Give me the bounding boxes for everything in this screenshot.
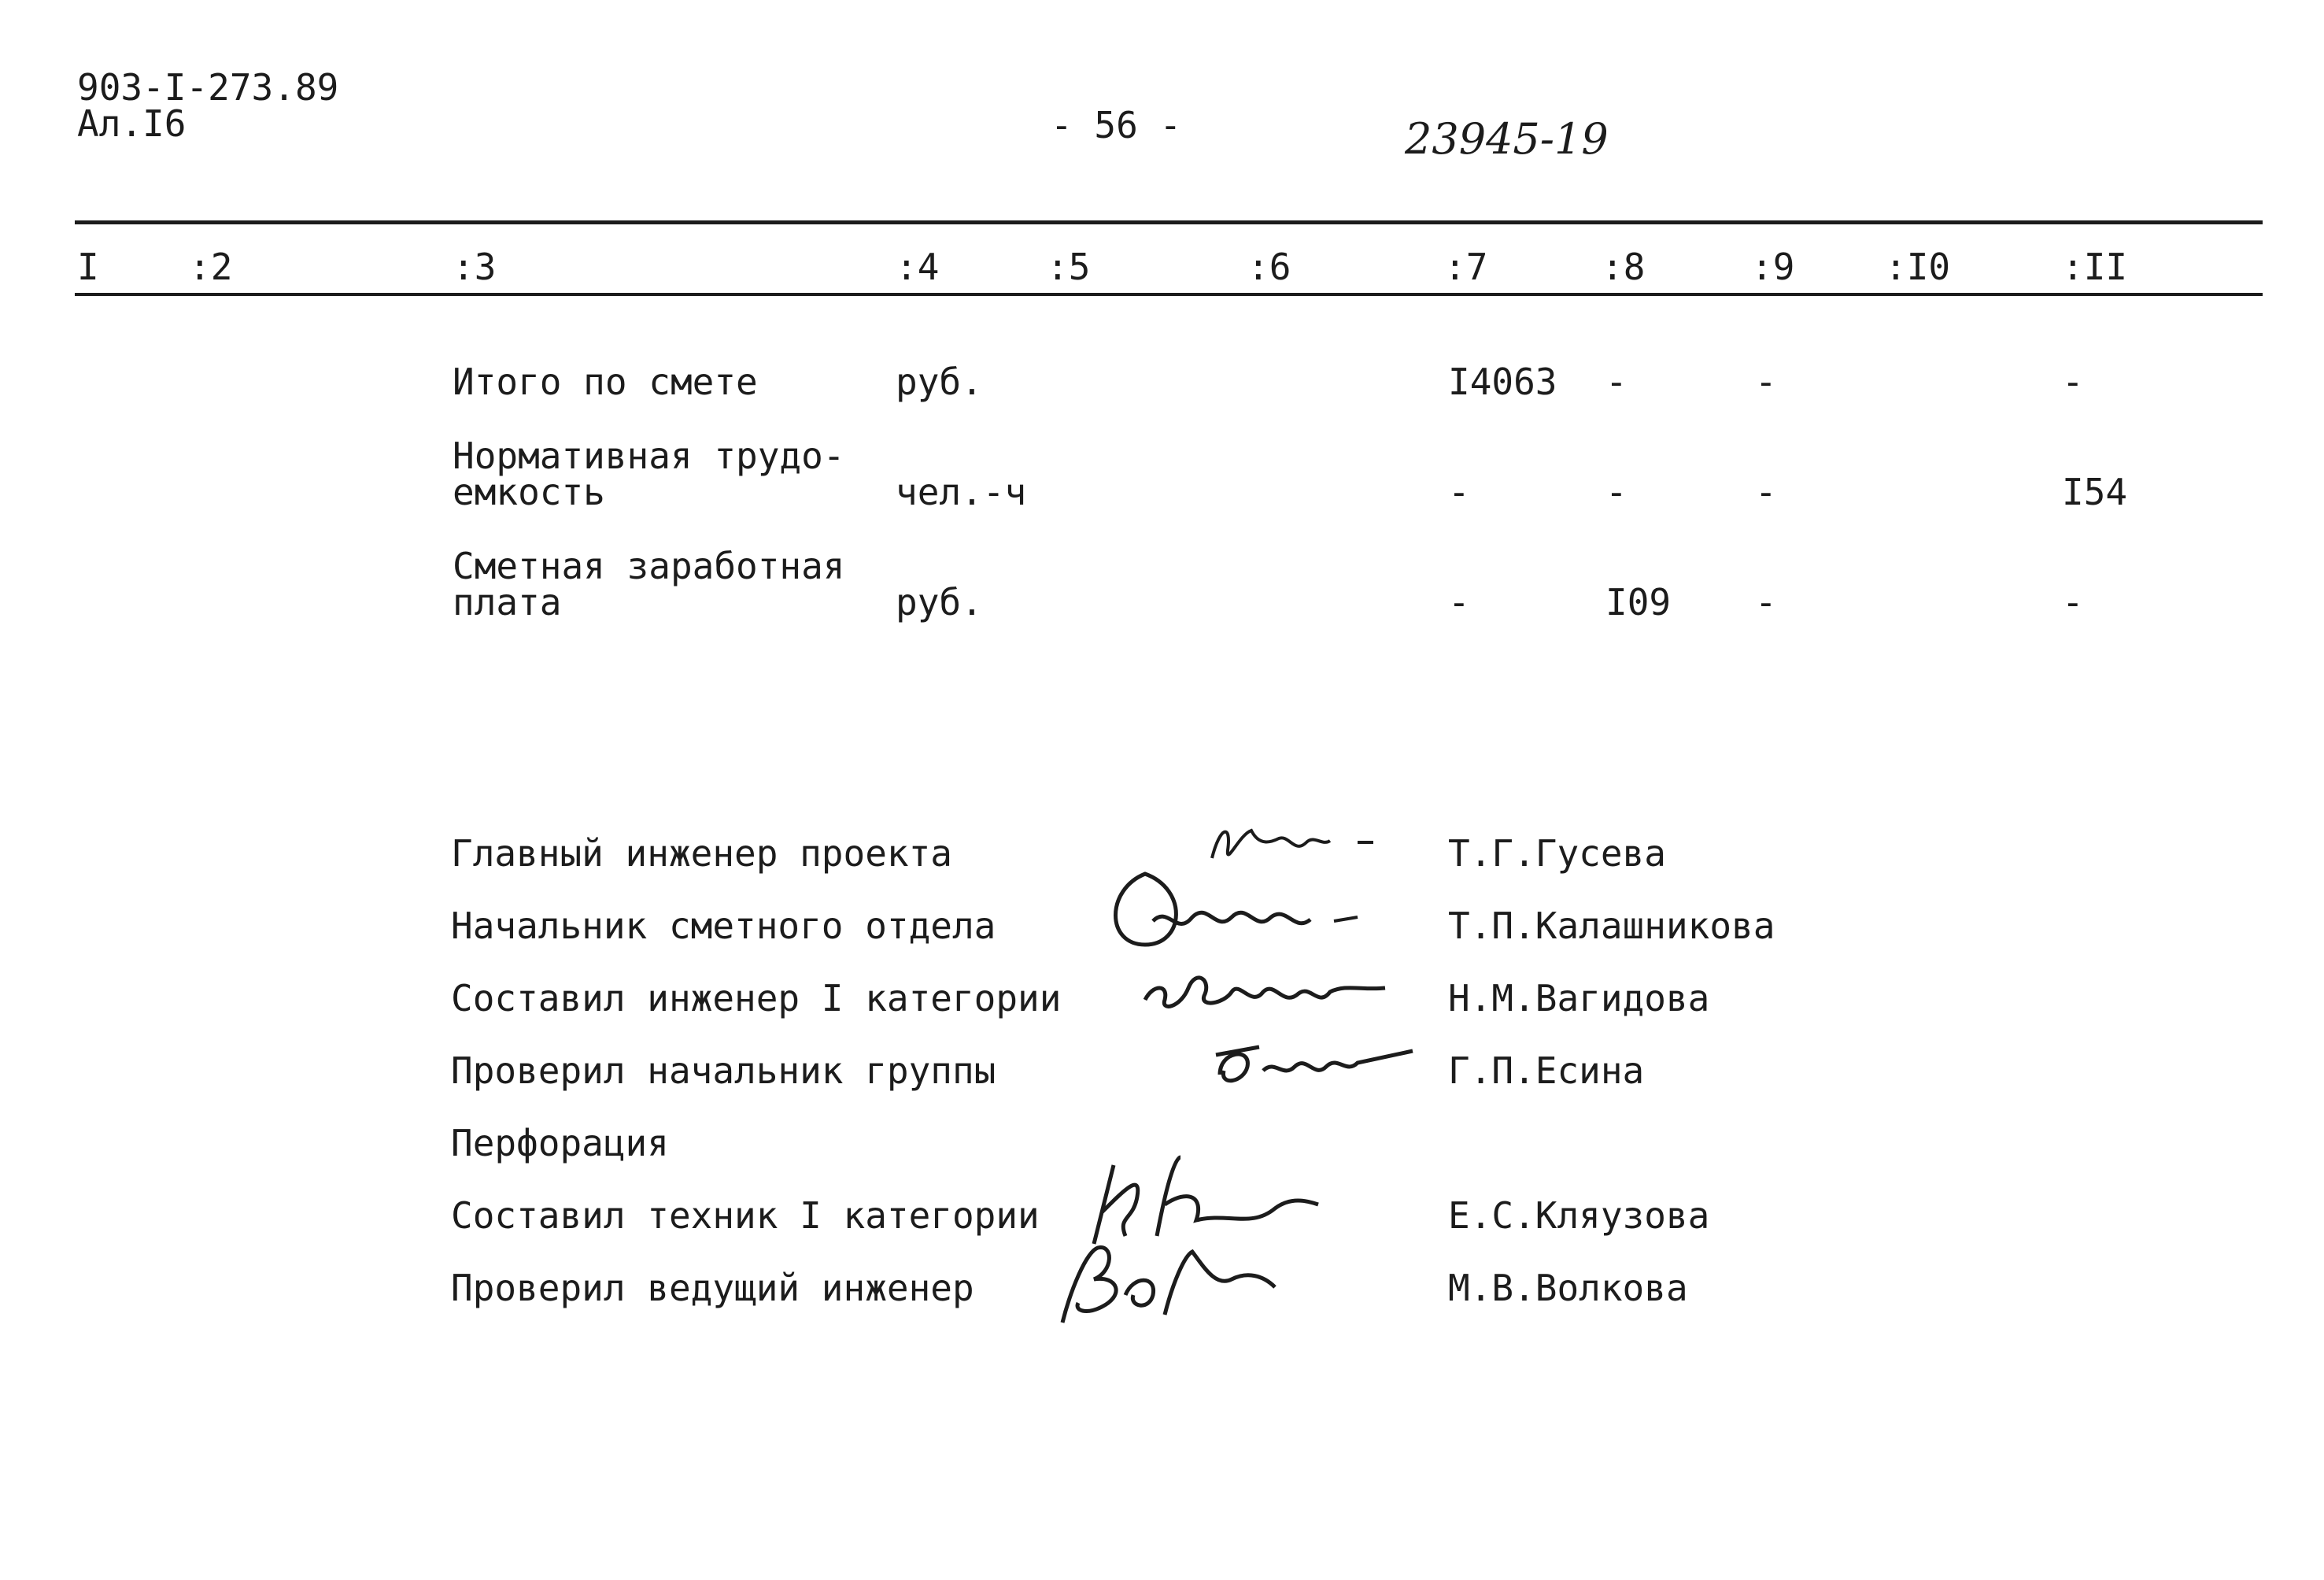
column-header: I: [77, 246, 99, 288]
row-unit: руб.: [896, 581, 983, 623]
row-value-col9: -: [1755, 361, 1777, 403]
signature-name: Н.М.Вагидова: [1448, 977, 1710, 1019]
signature-name: Г.П.Есина: [1448, 1049, 1645, 1092]
signature-scribble: [1098, 858, 1381, 960]
signature-name: Т.П.Калашникова: [1448, 905, 1775, 947]
row-unit: руб.: [896, 361, 983, 403]
signature-role: Перфорация: [451, 1122, 669, 1164]
row-name: Сметная заработная: [453, 545, 845, 587]
column-header: :4: [896, 246, 940, 288]
sheet-label: Ал.I6: [77, 102, 187, 145]
row-name-continued: плата: [453, 581, 562, 623]
column-header: :II: [2062, 246, 2128, 288]
row-value-col8: I09: [1605, 581, 1672, 623]
column-header: :9: [1751, 246, 1795, 288]
signature-role: Начальник сметного отдела: [451, 905, 996, 947]
table-header-rule: [75, 293, 2263, 296]
signature-role: Главный инженер проекта: [451, 832, 952, 875]
row-name: Итого по смете: [453, 361, 758, 403]
row-value-col7: -: [1448, 471, 1470, 513]
column-header: :7: [1444, 246, 1488, 288]
column-header: :5: [1047, 246, 1091, 288]
row-value-col7: I4063: [1448, 361, 1557, 403]
signature-scribble: [1039, 1228, 1299, 1330]
row-unit: чел.-ч: [896, 471, 1027, 513]
signature-role: Составил инженер I категории: [451, 977, 1062, 1019]
column-header: :3: [453, 246, 497, 288]
row-value-col11: I54: [2062, 471, 2128, 513]
row-name-continued: емкость: [453, 471, 605, 513]
row-value-col7: -: [1448, 581, 1470, 623]
row-value-col8: -: [1605, 361, 1628, 403]
signature-role: Составил техник I категории: [451, 1194, 1040, 1237]
row-value-col11: -: [2062, 581, 2084, 623]
signature-role: Проверил ведущий инженер: [451, 1267, 974, 1309]
row-name: Нормативная трудо-: [453, 435, 845, 477]
signature-name: М.В.Волкова: [1448, 1267, 1688, 1309]
signature-name: Е.С.Кляузова: [1448, 1194, 1710, 1237]
signature-scribble: [1133, 953, 1401, 1023]
column-header: :6: [1247, 246, 1291, 288]
column-header: :2: [189, 246, 233, 288]
signature-name: Т.Г.Гусева: [1448, 832, 1666, 875]
document-code: 903-I-273.89: [77, 66, 339, 109]
table-top-rule: [75, 220, 2263, 224]
signature-role: Проверил начальник группы: [451, 1049, 996, 1092]
page-number: - 56 -: [1051, 104, 1182, 146]
row-value-col9: -: [1755, 581, 1777, 623]
signature-scribble: [1204, 1019, 1424, 1098]
row-value-col11: -: [2062, 361, 2084, 403]
column-header: :8: [1602, 246, 1646, 288]
handwritten-number: 23945-19: [1405, 114, 1609, 164]
column-header: :I0: [1885, 246, 1951, 288]
row-value-col9: -: [1755, 471, 1777, 513]
row-value-col8: -: [1605, 471, 1628, 513]
